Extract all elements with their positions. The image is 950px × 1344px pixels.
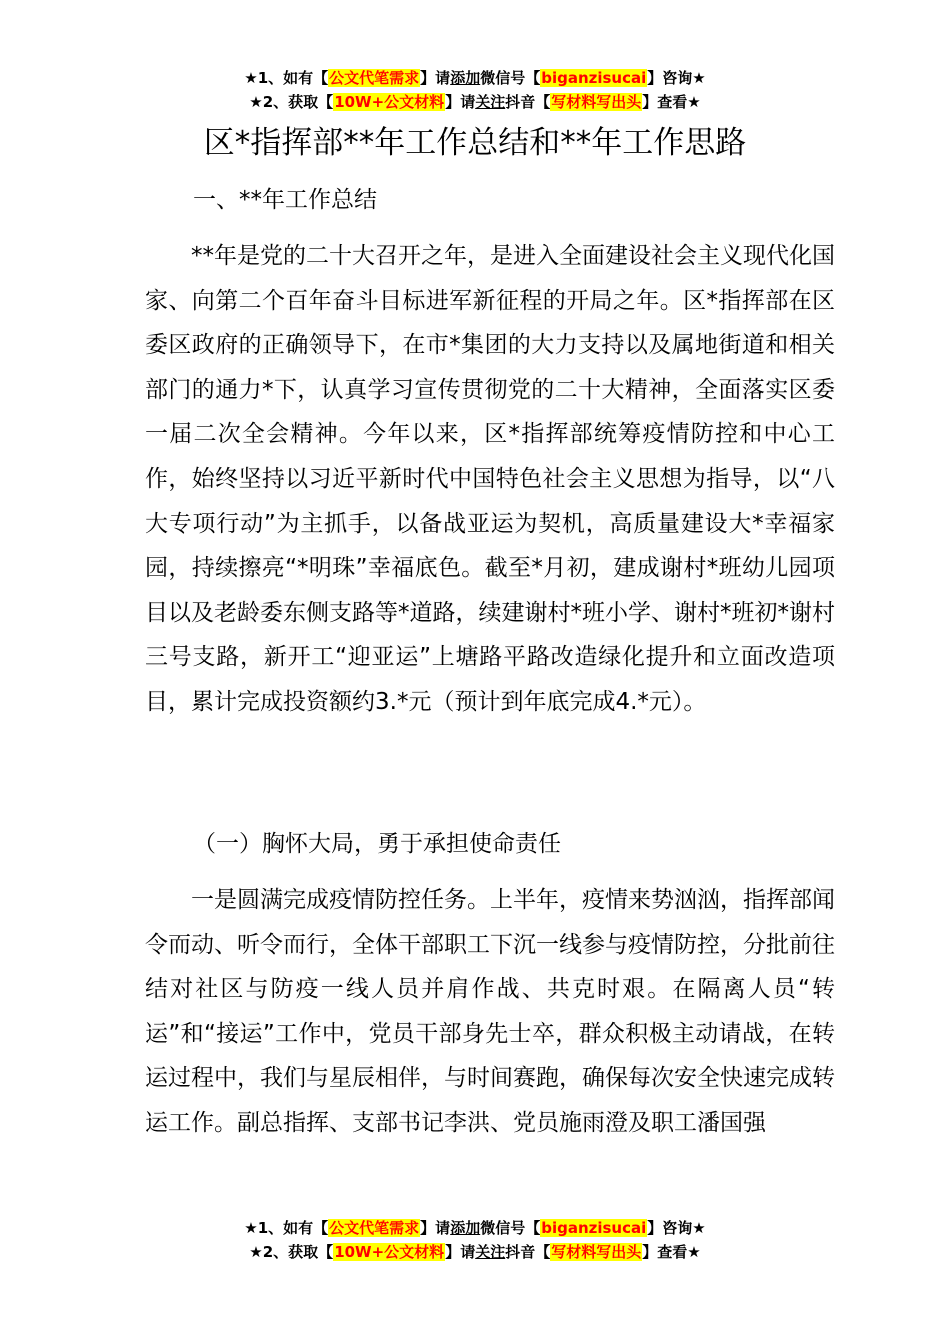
promo-line-1 bbox=[0, 1216, 950, 1240]
promo-banner-bottom bbox=[0, 1216, 950, 1264]
document-title: 区*指挥部**年工作总结和**年工作思路 bbox=[203, 125, 747, 161]
promo-text: 微信号【 bbox=[480, 69, 541, 87]
promo-underline: 添加 bbox=[450, 69, 481, 87]
promo-text: ★1、如有【 bbox=[244, 69, 329, 87]
promo-text: 】咨询★ bbox=[647, 1219, 706, 1237]
promo-text: 】请 bbox=[445, 93, 476, 111]
promo-text: ★1、如有【 bbox=[244, 1219, 329, 1237]
promo-highlight: 公文代笔需求 bbox=[329, 69, 420, 87]
promo-underline: 关注 bbox=[475, 93, 506, 111]
promo-line-2 bbox=[0, 90, 950, 114]
promo-text: 】查看★ bbox=[642, 1243, 701, 1261]
promo-text: 】咨询★ bbox=[647, 69, 706, 87]
promo-text: 】查看★ bbox=[642, 93, 701, 111]
promo-text: 抖音【 bbox=[505, 93, 551, 111]
promo-highlight: 写材料写出头 bbox=[551, 1243, 642, 1261]
promo-highlight: biganzisucai bbox=[541, 69, 647, 87]
promo-text: 】请 bbox=[420, 1219, 451, 1237]
section-heading: 一、**年工作总结 bbox=[193, 187, 377, 213]
promo-banner-top bbox=[0, 66, 950, 114]
promo-highlight: 10W+公文材料 bbox=[334, 1243, 445, 1261]
promo-highlight: 公文代笔需求 bbox=[329, 1219, 420, 1237]
promo-text: ★2、获取【 bbox=[249, 93, 334, 111]
promo-underline: 关注 bbox=[475, 1243, 506, 1261]
promo-underline: 添加 bbox=[450, 1219, 481, 1237]
subsection-heading: （一）胸怀大局，勇于承担使命责任 bbox=[193, 831, 561, 857]
body-paragraph: 一是圆满完成疫情防控任务。上半年，疫情来势汹汹，指挥部闻令而动、听令而行，全体干部职工下沉一线参与疫情防控，分批前往结对社区与防疫一线人员并肩作战、共克时艰。在隔离人员“转运”和“接运”工作中，党员干部身先士卒，群众积极主动请战，在转运过程中，我们与星辰相伴，与时间赛跑，确保每次安全快速完成转运工作。副总指挥、支部书记李洪、党员施雨澄及职工潘国强 bbox=[145, 887, 835, 1136]
promo-text: 】请 bbox=[445, 1243, 476, 1261]
promo-text: 抖音【 bbox=[505, 1243, 551, 1261]
body-paragraph: **年是党的二十大召开之年，是进入全面建设社会主义现代化国家、向第二个百年奋斗目标进军新征程的开局之年。区*指挥部在区委区政府的正确领导下，在市*集团的大力支持以及属地街道和相关部门的通力*下，认真学习宣传贯彻党的二十大精神，全面落实区委一届二次全会精神。今年以来，区*指挥部统筹疫情防控和中心工作，始终坚持以习近平新时代中国特色社会主义思想为指导，以“八大专项行动”为主抓手，以备战亚运为契机，高质量建设大*幸福家园，持续擦亮“*明珠”幸福底色。截至*月初，建成谢村*班幼儿园项目以及老龄委东侧支路等*道路，续建谢村*班小学、谢村*班初*谢村三号支路，新开工“迎亚运”上塘路平路改造绿化提升和立面改造项目，累计完成投资额约3.*元（预计到年底完成4.*元）。 bbox=[145, 243, 835, 715]
promo-text: 】请 bbox=[420, 69, 451, 87]
promo-highlight: 10W+公文材料 bbox=[334, 93, 445, 111]
promo-text: ★2、获取【 bbox=[249, 1243, 334, 1261]
promo-line-2 bbox=[0, 1240, 950, 1264]
promo-text: 微信号【 bbox=[480, 1219, 541, 1237]
promo-highlight: 写材料写出头 bbox=[551, 93, 642, 111]
promo-highlight: biganzisucai bbox=[541, 1219, 647, 1237]
promo-line-1 bbox=[0, 66, 950, 90]
